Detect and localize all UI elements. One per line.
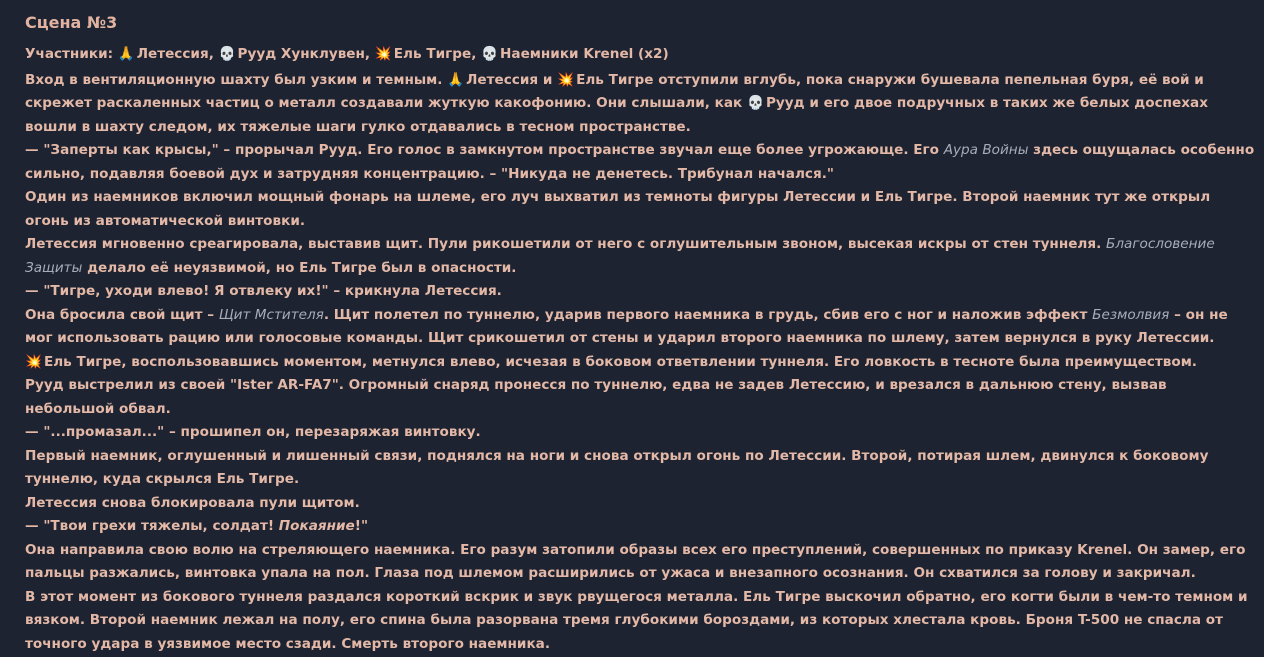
- ability-name: Покаяние: [278, 518, 355, 534]
- text-run: . Щит полетел по туннелю, ударив первого наемника в грудь, сбив его с ног и наложив эффект: [323, 306, 1093, 323]
- text-run: и его двое подручных в таких же белых доспехах вошли в шахту следом, их тяжелые шаги гулко отдавались в тесном пространстве.: [25, 95, 1208, 135]
- collision-icon: 💥: [374, 46, 392, 62]
- text-run: Летессия мгновенно среагировала, выставив щит. Пули рикошетили от него с оглушительным звоном, высекая искры от стен туннеля.: [25, 236, 1107, 252]
- praying-hands-icon: 🙏: [117, 46, 135, 62]
- text-run: Она бросила свой щит –: [25, 306, 219, 323]
- paragraph-3: Один из наемников включил мощный фонарь на шлеме, его луч выхватил из темноты фигуры Летессии и Ель Тигре. Второй наемник тут же открыл огонь из автоматической винтовки.: [25, 189, 1211, 229]
- participant-mercenaries: Наемники Krenel (x2): [500, 46, 669, 62]
- scene-title: Сцена №3: [25, 13, 118, 32]
- text-run: — "Твои грехи тяжелы, солдат!: [25, 518, 279, 534]
- paragraph-13: Она направила свою волю на стреляющего наемника. Его разум затопили образы всех его преступлений, совершенных по приказу Krenel. Он замер, его пальцы разжались, винтовка упала на пол. Глаза под шлемом расширились от ужаса и внезапного осознания. Он схватился за голову и закричал.: [25, 541, 1246, 581]
- ability-name: Щит Мстителя: [218, 306, 324, 323]
- paragraph-8: Рууд выстрелил из своей "Ister AR-FA7". Огромный снаряд пронесся по туннелю, едва не задев Летессию, и врезался в дальнюю стену, вызвав небольшой обвал.: [25, 377, 1167, 417]
- text-run: делало её неуязвимой, но Ель Тигре был в опасности.: [82, 259, 517, 276]
- praying-hands-icon: 🙏: [447, 71, 465, 88]
- paragraph-2: [25, 139, 1257, 186]
- participant-ruud: Рууд Хунклувен: [237, 46, 365, 62]
- text-run: здесь ощущалась особенно сильно, подавляя боевой дух и затрудняя концентрацию. – "Никуда не денетесь. Трибунал начался.": [25, 142, 1255, 182]
- text-run: !": [354, 518, 369, 534]
- character-name: Рууд: [765, 95, 805, 111]
- collision-icon: 💥: [557, 71, 575, 88]
- paragraph-10: Первый наемник, оглушенный и лишенный связи, поднялся на ноги и снова открыл огонь по Летессии. Второй, потирая шлем, двинулся к боковому туннелю, куда скрылся Ель Тигре.: [25, 447, 1209, 487]
- paragraph-11: Летессия снова блокировала пули щитом.: [25, 494, 360, 511]
- participants-line: Участники: 🙏 Летессия, 💀 Рууд Хунклувен, 💥 Ель Тигре, 💀 Наемники Krenel (x2): [25, 43, 1257, 67]
- paragraph-4: [25, 233, 1257, 280]
- paragraph-9: — "...промазал..." – прошипел он, перезаряжая винтовку.: [25, 424, 481, 440]
- text-run: — "Заперты как крысы," – прорычал Рууд. Его голос в замкнутом пространстве звучал еще более угрожающе. Его: [25, 142, 944, 158]
- text-run: Вход в вентиляционную шахту был узким и темным.: [25, 71, 448, 88]
- paragraph-6: [25, 304, 1257, 351]
- text-run: отступили вглубь, пока снаружи бушевала пепельная буря, её вой и скрежет раскаленных частиц о металл создавали жуткую какофонию. Они слышали, как: [25, 71, 1204, 111]
- skull-icon: 💀: [481, 46, 499, 62]
- text-run: В этот момент из бокового туннеля раздался короткий вскрик и звук рвущегося металла. Ель Тигре выскочил обратно, его когти были в чем-то темном и вязком. Второй наемник лежал на полу, его спина была разорвана тремя глубокими бороздами, из которых хлестала кровь. Броня T-500 не спасла от точного удара в уязвимое место сзади.: [25, 588, 1248, 652]
- text-run: , воспользовавшись моментом, метнулся влево, исчезая в боковом ответвлении туннеля. Его ловкость в тесноте была преимуществом.: [121, 353, 1197, 370]
- death-notice: Смерть второго наемника.: [341, 635, 551, 652]
- paragraph-1: [25, 69, 1257, 140]
- participant-el-tigre: Ель Тигре: [393, 46, 472, 62]
- character-name: Ель Тигре: [43, 353, 122, 370]
- character-name: Летессия: [466, 71, 539, 88]
- text-run: и: [538, 71, 558, 88]
- collision-icon: 💥: [25, 353, 42, 370]
- ability-name: Безмолвия: [1092, 306, 1170, 323]
- character-name: Ель Тигре: [576, 71, 654, 88]
- paragraph-14: [25, 586, 1257, 657]
- paragraph-5: — "Тигре, уходи влево! Я отвлеку их!" – крикнула Летессия.: [25, 283, 502, 299]
- paragraph-7: [25, 351, 1257, 375]
- scene-document: [25, 11, 1257, 656]
- participant-letessia: Летессия: [136, 46, 209, 62]
- participants-label: Участники:: [25, 46, 114, 62]
- ability-name: Аура Войны: [943, 142, 1029, 158]
- ability-name: Благословение Защиты: [25, 236, 1215, 276]
- skull-icon: 💀: [747, 95, 764, 111]
- paragraph-12: [25, 515, 1257, 539]
- skull-icon: 💀: [218, 46, 236, 62]
- text-run: – он не мог использовать рацию или голосовые команды. Щит срикошетил от стены и ударил второго наемника по шлему, затем вернулся в руку Летессии.: [25, 306, 1228, 346]
